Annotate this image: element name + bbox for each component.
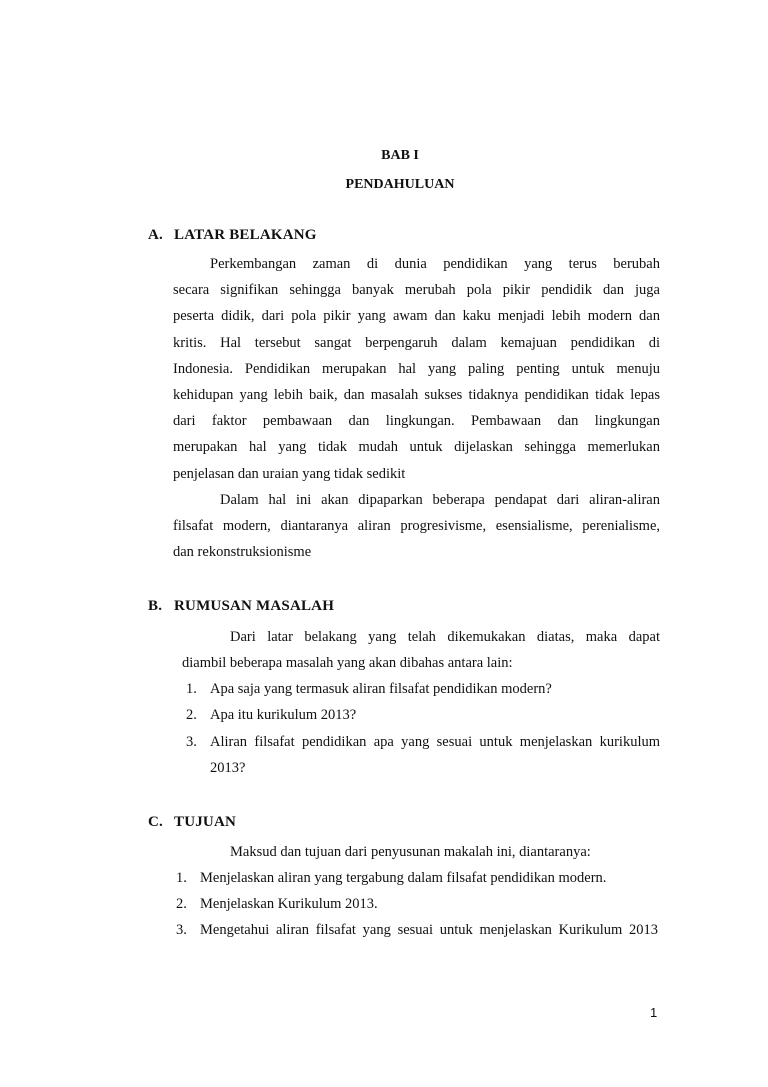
- chapter-label: BAB I: [381, 148, 419, 163]
- paragraph-line: Indonesia. Pendidikan merupakan hal yang paling penting untuk menuju: [173, 361, 660, 377]
- paragraph-line: merupakan hal yang tidak mudah untuk dijelaskan sehingga memerlukan: [173, 439, 660, 455]
- paragraph-line: dari faktor pembawaan dan lingkungan. Pembawaan dan lingkungan: [173, 413, 660, 429]
- chapter-title: PENDAHULUAN: [345, 177, 455, 192]
- list-number: 3.: [176, 922, 187, 938]
- paragraph-line: Perkembangan zaman di dunia pendidikan yang terus berubah: [210, 256, 660, 272]
- paragraph-line: kritis. Hal tersebut sangat berpengaruh dalam kemajuan pendidikan di: [173, 335, 660, 351]
- paragraph-line: peserta didik, dari pola pikir yang awam dan kaku menjadi lebih modern dan: [173, 308, 660, 324]
- paragraph-line: Maksud dan tujuan dari penyusunan makalah ini, diantaranya:: [230, 844, 591, 860]
- list-item: [186, 680, 552, 698]
- section-c-heading: [148, 814, 236, 831]
- section-c-title: TUJUAN: [174, 814, 237, 830]
- list-text: Menjelaskan aliran yang tergabung dalam filsafat pendidikan modern.: [200, 870, 607, 886]
- list-number: 2.: [186, 707, 197, 723]
- list-item: [186, 733, 660, 751]
- section-c-letter: C.: [148, 814, 163, 830]
- section-b-title: RUMUSAN MASALAH: [174, 598, 335, 614]
- paragraph-line: filsafat modern, diantaranya aliran progresivisme, esensialisme, perenialisme,: [173, 518, 660, 534]
- section-a-heading: [148, 227, 317, 244]
- section-a-title: LATAR BELAKANG: [174, 227, 317, 243]
- paragraph-line: penjelasan dan uraian yang tidak sedikit: [173, 466, 406, 482]
- list-text: Apa itu kurikulum 2013?: [210, 707, 357, 723]
- list-number: 1.: [176, 870, 187, 886]
- list-item: [176, 921, 660, 939]
- list-item: [186, 706, 356, 724]
- list-item-continuation: 2013?: [210, 760, 246, 776]
- section-a-letter: A.: [148, 227, 163, 243]
- list-text: Aliran filsafat pendidikan apa yang sesuai untuk menjelaskan kurikulum: [210, 734, 660, 750]
- list-text: Menjelaskan Kurikulum 2013.: [200, 896, 378, 912]
- paragraph-line: dan rekonstruksionisme: [173, 544, 312, 560]
- paragraph-line: Dalam hal ini akan dipaparkan beberapa pendapat dari aliran-aliran: [220, 492, 660, 508]
- list-text: Apa saja yang termasuk aliran filsafat pendidikan modern?: [210, 681, 552, 697]
- paragraph-line: secara signifikan sehingga banyak merubah pola pikir pendidik dan juga: [173, 282, 660, 298]
- section-b-letter: B.: [148, 598, 163, 614]
- section-b-heading: [148, 598, 334, 615]
- paragraph-line: diambil beberapa masalah yang akan dibahas antara lain:: [182, 655, 513, 671]
- list-number: 1.: [186, 681, 197, 697]
- list-item: [176, 869, 606, 887]
- page-number: 1: [650, 1005, 658, 1020]
- paragraph-line: Dari latar belakang yang telah dikemukakan diatas, maka dapat: [230, 629, 660, 645]
- list-number: 2.: [176, 896, 187, 912]
- list-item: [176, 895, 378, 913]
- list-number: 3.: [186, 734, 197, 750]
- list-text: Mengetahui aliran filsafat yang sesuai untuk menjelaskan Kurikulum 2013: [200, 922, 658, 938]
- paragraph-line: kehidupan yang lebih baik, dan masalah sukses tidaknya pendidikan tidak lepas: [173, 387, 660, 403]
